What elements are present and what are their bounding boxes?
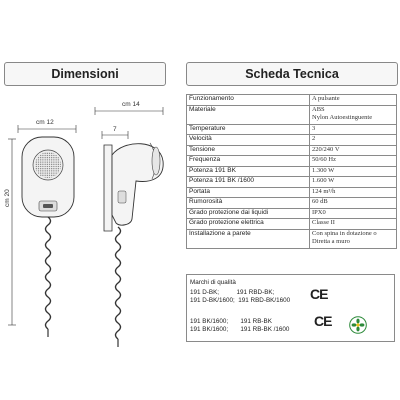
spec-value: 50/60 Hz bbox=[310, 156, 397, 167]
front-height-label: cm 20 bbox=[4, 189, 11, 207]
dimensions-title-text: Dimensioni bbox=[51, 67, 119, 81]
spec-label: Installazione a parete bbox=[187, 229, 310, 248]
ce-mark-icon: CE bbox=[310, 286, 328, 302]
spec-label: Potenza 191 BK bbox=[187, 166, 310, 177]
spec-value: Classe II bbox=[310, 219, 397, 230]
front-view bbox=[4, 119, 76, 337]
spec-row bbox=[187, 177, 397, 188]
spec-value: 220/240 V bbox=[310, 145, 397, 156]
spec-value: IPX0 bbox=[310, 208, 397, 219]
spec-value: ABS Nylon Autoestinguente bbox=[310, 105, 397, 124]
spec-label: Materiale bbox=[187, 105, 310, 124]
side-width-label: cm 14 bbox=[122, 101, 140, 108]
spec-row bbox=[187, 229, 397, 248]
ce-mark-icon: CE bbox=[314, 313, 332, 329]
nozzle-depth-label: 7 bbox=[113, 126, 117, 133]
model-group-1: 191 D-BK; 191 RBD-BK; 191 D-BK/1600; 191 RBD-BK/1600 bbox=[190, 289, 291, 304]
ecolabel-flower-icon bbox=[349, 316, 367, 334]
spec-label: Portata bbox=[187, 187, 310, 198]
spec-label: Rumorosità bbox=[187, 198, 310, 209]
spec-label: Funzionamento bbox=[187, 95, 310, 106]
spec-row bbox=[187, 145, 397, 156]
spec-value: A pulsante bbox=[310, 95, 397, 106]
spec-sheet-title-text: Scheda Tecnica bbox=[245, 67, 339, 81]
spec-row bbox=[187, 198, 397, 209]
spec-row bbox=[187, 187, 397, 198]
side-view bbox=[95, 101, 163, 347]
spec-label: Frequenza bbox=[187, 156, 310, 167]
spec-value: Con spina in dotazione o Diretta a muro bbox=[310, 229, 397, 248]
spec-row bbox=[187, 95, 397, 106]
spec-value: 124 m³/h bbox=[310, 187, 397, 198]
spec-sheet-title bbox=[186, 62, 398, 86]
spec-label: Tensione bbox=[187, 145, 310, 156]
spec-label: Velocità bbox=[187, 135, 310, 146]
spec-row bbox=[187, 208, 397, 219]
spec-row bbox=[187, 105, 397, 124]
spec-row bbox=[187, 219, 397, 230]
spec-row bbox=[187, 135, 397, 146]
quality-marks-box bbox=[186, 274, 395, 342]
spec-table-body bbox=[187, 95, 397, 249]
spec-value: 60 dB bbox=[310, 198, 397, 209]
dimension-drawings bbox=[0, 95, 178, 375]
model-group-2: 191 BK/1600; 191 RB-BK 191 BK/1600; 191 RB-BK /1600 bbox=[190, 318, 290, 333]
spec-label: Potenza 191 BK /1600 bbox=[187, 177, 310, 188]
quality-marks-header: Marchi di qualità bbox=[190, 279, 236, 286]
spec-label: Temperature bbox=[187, 124, 310, 135]
spec-row bbox=[187, 156, 397, 167]
spec-value: 3 bbox=[310, 124, 397, 135]
spec-value: 1.600 W bbox=[310, 177, 397, 188]
spec-label: Grado protezione elettrica bbox=[187, 219, 310, 230]
dimensions-title bbox=[4, 62, 166, 86]
spec-value: 1.300 W bbox=[310, 166, 397, 177]
spec-row bbox=[187, 166, 397, 177]
spec-value: 2 bbox=[310, 135, 397, 146]
front-width-label: cm 12 bbox=[36, 119, 54, 126]
spec-label: Grado protezione dai liquidi bbox=[187, 208, 310, 219]
spec-row bbox=[187, 124, 397, 135]
spec-table bbox=[186, 94, 397, 249]
